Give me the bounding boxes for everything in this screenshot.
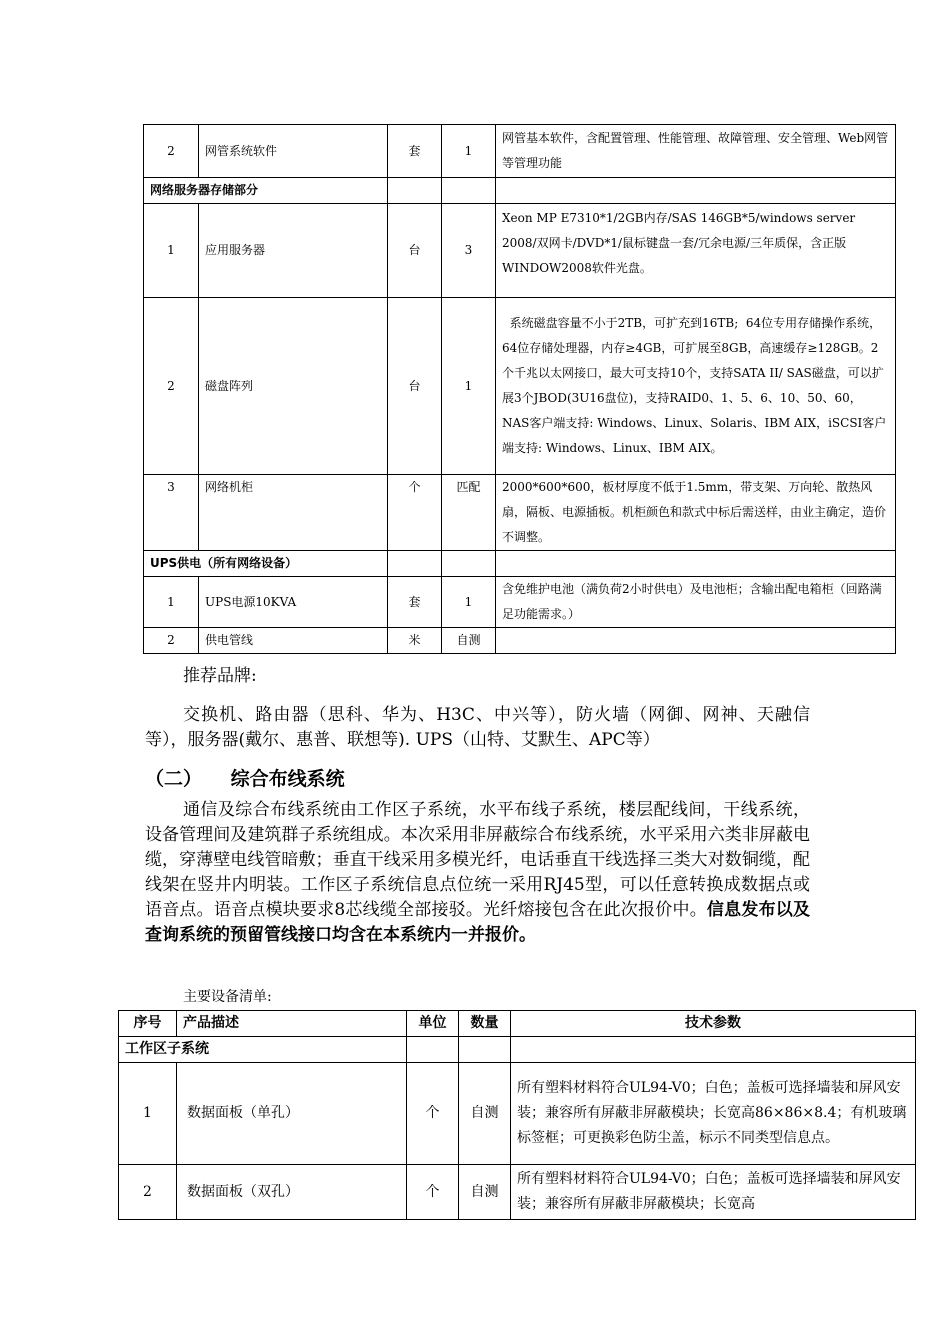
table-row <box>119 1165 916 1220</box>
product-name: 磁盘阵列 <box>199 298 388 475</box>
section-title: 网络服务器存储部分 <box>144 178 388 204</box>
spec-cell: 所有塑料材料符合UL94-V0；白色；盖板可选择墙装和屏风安装；兼容所有屏蔽非屏蔽模块；长宽高 <box>511 1165 916 1220</box>
unit-cell: 套 <box>388 577 442 628</box>
table-row <box>144 475 896 551</box>
spec-cell <box>496 628 896 654</box>
quantity-cell: 自测 <box>442 628 496 654</box>
product-name: 网管系统软件 <box>199 125 388 178</box>
table-row <box>119 1063 916 1165</box>
row-number: 1 <box>119 1063 177 1165</box>
spec-cell: 2000*600*600，板材厚度不低于1.5mm，带支架、万向轮、散热风扇，隔板、电源插板。机柜颜色和款式中标后需送样，由业主确定，造价不调整。 <box>496 475 896 551</box>
table-row <box>144 628 896 654</box>
section-title: 工作区子系统 <box>119 1037 407 1063</box>
table-row <box>144 204 896 298</box>
section-number: （二） <box>145 768 203 790</box>
header-unit: 单位 <box>407 1011 459 1037</box>
quantity-cell: 1 <box>442 298 496 475</box>
quantity-cell: 1 <box>442 577 496 628</box>
product-name: 供电管线 <box>199 628 388 654</box>
spec-cell: Xeon MP E7310*1/2GB内存/SAS 146GB*5/windows server 2008/双网卡/DVD*1/鼠标键盘一套/冗余电源/三年质保，含正版WINDOW2008软件光盘。 <box>496 204 896 298</box>
quantity-cell: 3 <box>442 204 496 298</box>
table-row <box>144 125 896 178</box>
quantity-cell: 匹配 <box>442 475 496 551</box>
brands-title: 推荐品牌: <box>183 666 257 686</box>
spec-cell: 系统磁盘容量不小于2TB，可扩充到16TB; 64位专用存储操作系统，64位存储处理器，内存≥4GB，可扩展至8GB，高速缓存≥128GB。2个千兆以太网接口，最大可支持10个，支持SATA II/ SAS磁盘，可以扩展3个JBOD(3U16盘位)，支持RAID0、1、5、6、10、50、60，NAS客户端支持: Windows、Linux、Solaris、IBM AIX，iSCSI客户端支持: Windows、Linux、IBM AIX。 <box>496 298 896 475</box>
equipment-table-1 <box>143 124 896 654</box>
section-row <box>119 1037 916 1063</box>
unit-cell: 台 <box>388 204 442 298</box>
unit-cell: 个 <box>388 475 442 551</box>
spec-cell: 所有塑料材料符合UL94-V0；白色；盖板可选择墙装和屏风安装；兼容所有屏蔽非屏蔽模块；长宽高86×86×8.4；有机玻璃标签框；可更换彩色防尘盖，标示不同类型信息点。 <box>511 1063 916 1165</box>
product-name: 数据面板（单孔） <box>177 1063 407 1165</box>
product-name: UPS电源10KVA <box>199 577 388 628</box>
quantity-cell: 自测 <box>459 1165 511 1220</box>
unit-cell: 台 <box>388 298 442 475</box>
section-title: UPS供电（所有网络设备） <box>144 551 388 577</box>
row-number: 3 <box>144 475 199 551</box>
row-number: 2 <box>144 298 199 475</box>
quantity-cell: 自测 <box>459 1063 511 1165</box>
paragraph-text: 通信及综合布线系统由工作区子系统，水平布线子系统，楼层配线间，干线系统，设备管理间及建筑群子系统组成。本次采用非屏蔽综合布线系统，水平采用六类非屏蔽电缆，穿薄壁电线管暗敷；垂直干线采用多模光纤，电话垂直干线选择三类大对数铜缆，配线架在竖井内明装。工作区子系统信息点位统一采用RJ45型，可以任意转换成数据点或语音点。语音点模块要求8芯线缆全部接驳。光纤熔接包含在此次报价中。 <box>145 800 810 920</box>
paragraph-bold-text: 信息发布以及查询系统的预留管线接口均含在本系统内一并报价。 <box>145 900 810 945</box>
header-number: 序号 <box>119 1011 177 1037</box>
spec-cell: 网管基本软件，含配置管理、性能管理、故障管理、安全管理、Web网管等管理功能 <box>496 125 896 178</box>
row-number: 2 <box>144 125 199 178</box>
unit-cell: 套 <box>388 125 442 178</box>
row-number: 1 <box>144 577 199 628</box>
table-row <box>144 577 896 628</box>
unit-cell: 个 <box>407 1165 459 1220</box>
row-number: 1 <box>144 204 199 298</box>
row-number: 2 <box>144 628 199 654</box>
section-row <box>144 178 896 204</box>
section-paragraph <box>145 798 810 948</box>
header-product: 产品描述 <box>177 1011 407 1037</box>
table-header-row <box>119 1011 916 1037</box>
header-quantity: 数量 <box>459 1011 511 1037</box>
quantity-cell: 1 <box>442 125 496 178</box>
equipment-list-title: 主要设备清单: <box>183 989 272 1005</box>
brands-text: 交换机、路由器（思科、华为、H3C、中兴等），防火墙（网御、网神、天融信等），服务器(戴尔、惠普、联想等). UPS（山特、艾默生、APC等） <box>145 705 810 750</box>
row-number: 2 <box>119 1165 177 1220</box>
unit-cell: 个 <box>407 1063 459 1165</box>
product-name: 数据面板（双孔） <box>177 1165 407 1220</box>
product-name: 网络机柜 <box>199 475 388 551</box>
spec-cell: 含免维护电池（满负荷2小时供电）及电池柜；含输出配电箱柜（回路满足功能需求。） <box>496 577 896 628</box>
header-spec: 技术参数 <box>511 1011 916 1037</box>
table-row <box>144 298 896 475</box>
equipment-table-2 <box>118 1010 916 1220</box>
section-title: 综合布线系统 <box>230 768 345 790</box>
section-heading <box>145 764 345 791</box>
section-row <box>144 551 896 577</box>
unit-cell: 米 <box>388 628 442 654</box>
product-name: 应用服务器 <box>199 204 388 298</box>
